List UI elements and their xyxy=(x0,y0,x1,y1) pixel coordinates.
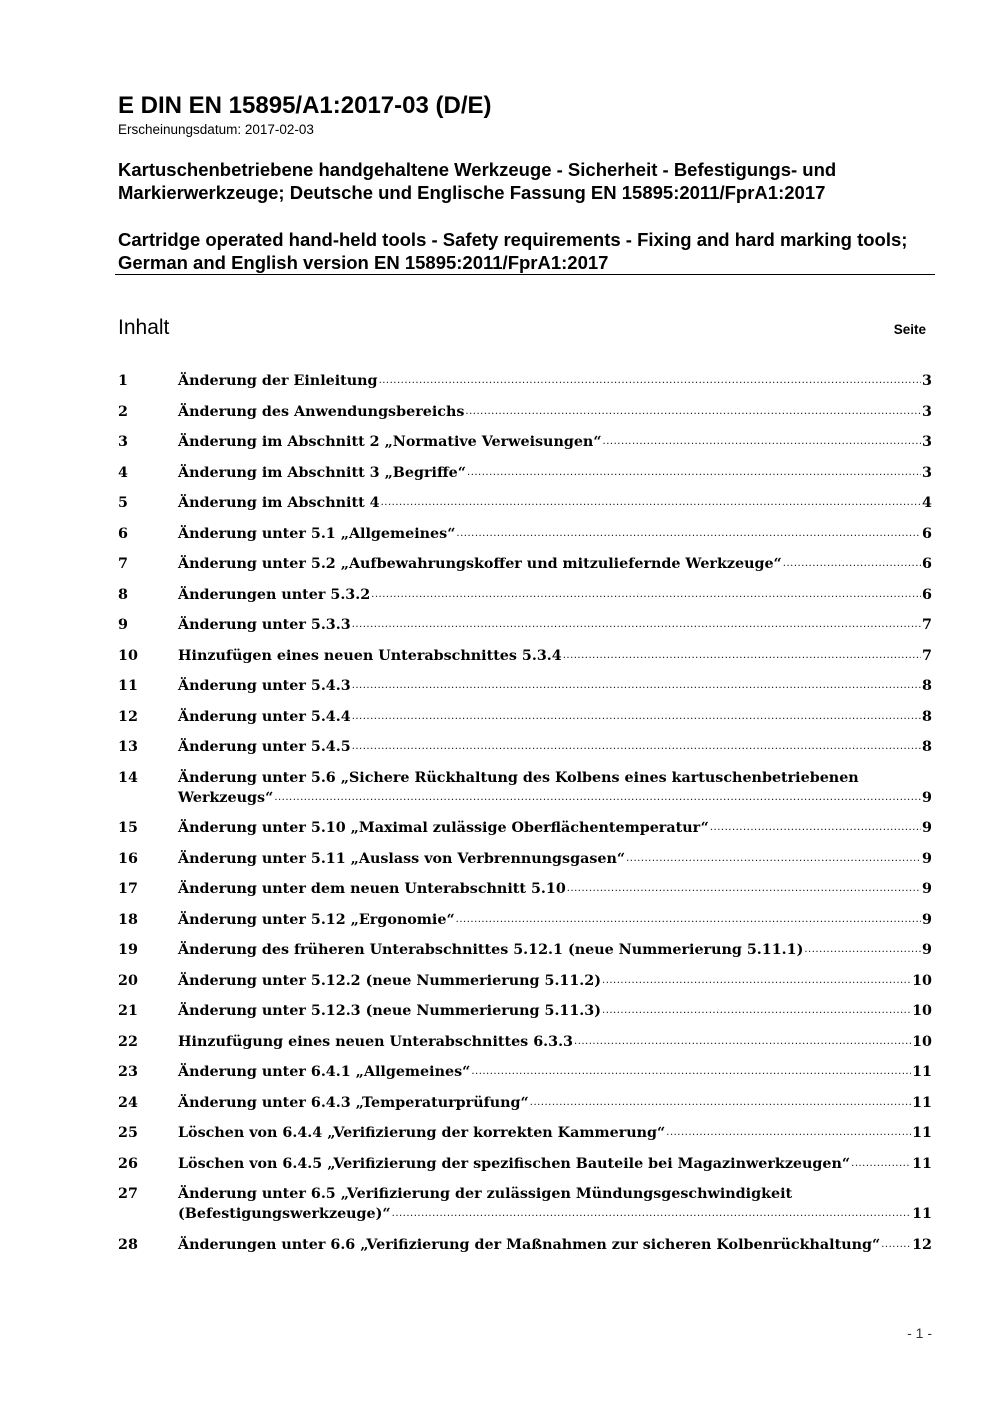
toc-entry-title: Änderung des früheren Unterabschnittes 5.12.1 (neue Nummerierung 5.11.1) xyxy=(178,942,804,958)
toc-heading: Inhalt xyxy=(118,316,170,339)
toc-entry-number: 26 xyxy=(118,1155,138,1172)
toc-entry-title-line: Änderung unter 5.6 „Sichere Rückhaltung des Kolbens eines kartuschenbetriebenen xyxy=(178,769,859,786)
dot-leader xyxy=(530,1093,911,1113)
toc-entry-number: 2 xyxy=(118,403,128,420)
toc-entry-number: 10 xyxy=(118,647,138,664)
toc-entry-title: Hinzufügen eines neuen Unterabschnittes 5.3.4 xyxy=(178,647,562,664)
toc-entry-title: Änderung unter 5.1 „Allgemeines“ xyxy=(178,525,456,542)
dot-leader xyxy=(602,1001,911,1021)
toc-entry-number: 20 xyxy=(118,972,138,989)
dot-leader xyxy=(567,879,921,899)
dot-leader xyxy=(371,585,921,605)
toc-entry-title: Änderung unter 5.4.3 xyxy=(178,678,351,694)
publication-date: Erscheinungsdatum: 2017-02-03 xyxy=(118,122,314,137)
toc-entry-number: 18 xyxy=(118,911,138,928)
header-divider xyxy=(115,274,935,275)
toc-entry-page: 11 xyxy=(912,1206,932,1222)
toc-entry-page: 8 xyxy=(922,739,932,755)
dot-leader xyxy=(851,1154,911,1174)
toc-entry-number: 12 xyxy=(118,708,138,725)
toc-entry-number: 11 xyxy=(118,678,138,694)
toc-entry-title: Hinzufügung eines neuen Unterabschnittes 6.3.3 xyxy=(178,1033,574,1050)
toc-entry-title: Werkzeugs“ xyxy=(178,789,274,806)
toc-entry-title: Änderung unter 5.3.3 xyxy=(178,617,351,633)
toc-entry-title: Änderung unter 5.12.3 (neue Nummerierung 5.11.3) xyxy=(178,1003,602,1019)
toc-entry-number: 3 xyxy=(118,434,128,450)
toc-entry-number: 4 xyxy=(118,464,128,481)
dot-leader xyxy=(381,493,921,513)
dot-leader xyxy=(574,1032,911,1052)
toc-entry-title: Änderung im Abschnitt 3 „Begriffe“ xyxy=(178,464,467,481)
dot-leader xyxy=(456,910,921,930)
toc-entry-number: 21 xyxy=(118,1003,138,1019)
toc-entry-page: 11 xyxy=(912,1064,932,1080)
toc-entry-page: 3 xyxy=(922,434,932,450)
toc-entry-page: 6 xyxy=(922,556,932,572)
toc-entry-page: 7 xyxy=(922,647,932,664)
toc-entry-page: 9 xyxy=(922,942,932,958)
toc-entry-title: Änderung unter 5.4.5 xyxy=(178,739,351,755)
toc-entry-page: 10 xyxy=(912,1003,932,1019)
toc-entry-page: 7 xyxy=(922,617,932,633)
toc-entry-number: 9 xyxy=(118,617,128,633)
dot-leader xyxy=(626,849,921,869)
toc-entry-title: Änderung unter 5.12.2 (neue Nummerierung 5.11.2) xyxy=(178,972,602,989)
toc-entry-page: 3 xyxy=(922,464,932,481)
toc-entry-title: Löschen von 6.4.5 „Verifizierung der spezifischen Bauteile bei Magazinwerkzeugen“ xyxy=(178,1155,851,1172)
toc-entry-number: 25 xyxy=(118,1125,138,1141)
toc-entry-number: 6 xyxy=(118,525,128,542)
toc-entry-number: 17 xyxy=(118,881,138,897)
dot-leader xyxy=(471,1062,911,1082)
dot-leader xyxy=(804,940,921,960)
toc-entry-number: 8 xyxy=(118,586,128,603)
toc-entry-page: 9 xyxy=(922,789,932,806)
toc-entry-number: 1 xyxy=(118,373,128,389)
page-number: - 1 - xyxy=(907,1325,932,1341)
toc-entry-page: 4 xyxy=(922,495,932,511)
toc-entry-number: 19 xyxy=(118,942,138,958)
dot-leader xyxy=(602,971,911,991)
toc-entry-number: 16 xyxy=(118,850,138,867)
dot-leader xyxy=(379,371,921,391)
toc-entry-page: 11 xyxy=(912,1155,932,1172)
toc-entry-title: Änderung unter 5.2 „Aufbewahrungskoffer und mitzuliefernde Werkzeuge“ xyxy=(178,556,782,572)
toc-entry-number: 14 xyxy=(118,769,138,786)
toc-entry-title: (Befestigungswerkzeuge)“ xyxy=(178,1206,391,1222)
dot-leader xyxy=(783,554,921,574)
toc-entry-title: Änderungen unter 5.3.2 xyxy=(178,586,371,603)
toc-entry-number: 22 xyxy=(118,1033,138,1050)
dot-leader xyxy=(352,615,921,635)
toc-entry-page: 3 xyxy=(922,403,932,420)
toc-entry-page: 8 xyxy=(922,678,932,694)
toc-entry-title: Änderung unter 5.11 „Auslass von Verbrennungsgasen“ xyxy=(178,850,626,867)
toc-entry-number: 15 xyxy=(118,820,138,836)
dot-leader xyxy=(392,1204,911,1224)
dot-leader xyxy=(352,707,921,727)
toc-entry-title: Änderung unter dem neuen Unterabschnitt 5.10 xyxy=(178,881,566,897)
dot-leader xyxy=(465,402,921,422)
toc-entry-page: 10 xyxy=(912,1033,932,1050)
toc-entry-page: 10 xyxy=(912,972,932,989)
toc-entry-number: 23 xyxy=(118,1064,138,1080)
toc-entry-page: 6 xyxy=(922,525,932,542)
toc-entry-number: 7 xyxy=(118,556,128,572)
toc-entry-page: 6 xyxy=(922,586,932,603)
document-id: E DIN EN 15895/A1:2017-03 (D/E) xyxy=(118,92,492,119)
dot-leader xyxy=(274,788,921,808)
toc-entry-title: Löschen von 6.4.4 „Verifizierung der korrekten Kammerung“ xyxy=(178,1125,666,1141)
toc-entry-page: 3 xyxy=(922,373,932,389)
toc-entry-title: Änderung im Abschnitt 2 „Normative Verweisungen“ xyxy=(178,434,602,450)
toc-entry-page: 11 xyxy=(912,1125,932,1141)
dot-leader xyxy=(352,737,921,757)
toc-entry-title: Änderung unter 6.4.3 „Temperaturprüfung“ xyxy=(178,1094,529,1111)
toc-entry-page: 9 xyxy=(922,911,932,928)
dot-leader xyxy=(352,676,921,696)
toc-page-column-label: Seite xyxy=(893,322,926,337)
toc-entry-number: 13 xyxy=(118,739,138,755)
toc-entry-page: 9 xyxy=(922,820,932,836)
toc-entry-title: Änderung der Einleitung xyxy=(178,373,378,389)
dot-leader xyxy=(881,1235,911,1255)
title-english: Cartridge operated hand-held tools - Safety requirements - Fixing and hard marking tools; German and English version EN 15895:2011/FprA1:2017 xyxy=(118,229,908,273)
toc-entry-page: 9 xyxy=(922,850,932,867)
title-german: Kartuschenbetriebene handgehaltene Werkzeuge - Sicherheit - Befestigungs- und Markierwerkzeuge; Deutsche und Englische Fassung EN 15895:2011/FprA1:2017 xyxy=(118,159,837,203)
dot-leader xyxy=(603,432,922,452)
toc-entry-title: Änderung unter 6.4.1 „Allgemeines“ xyxy=(178,1064,471,1080)
toc-entry-title: Änderung unter 5.10 „Maximal zulässige Oberflächentemperatur“ xyxy=(178,820,709,836)
dot-leader xyxy=(666,1123,911,1143)
toc-entry-number: 24 xyxy=(118,1094,138,1111)
toc-entry-title: Änderung des Anwendungsbereichs xyxy=(178,403,465,420)
toc-entry-title: Änderung im Abschnitt 4 xyxy=(178,495,380,511)
toc-entry-title: Änderungen unter 6.6 „Verifizierung der Maßnahmen zur sicheren Kolbenrückhaltung“ xyxy=(178,1236,881,1253)
toc-entry-page: 8 xyxy=(922,708,932,725)
dot-leader xyxy=(563,646,921,666)
toc-entry-page: 9 xyxy=(922,881,932,897)
dot-leader xyxy=(456,524,921,544)
toc-entry-page: 12 xyxy=(912,1236,932,1253)
toc-entry-number: 28 xyxy=(118,1236,138,1253)
dot-leader xyxy=(467,463,921,483)
toc-entry-page: 11 xyxy=(912,1094,932,1111)
toc-entry-number: 5 xyxy=(118,495,128,511)
toc-entry-title: Änderung unter 5.4.4 xyxy=(178,708,351,725)
dot-leader xyxy=(710,818,921,838)
toc-entry-number: 27 xyxy=(118,1186,138,1202)
toc-entry-title-line: Änderung unter 6.5 „Verifizierung der zulässigen Mündungsgeschwindigkeit xyxy=(178,1186,793,1202)
toc-entry-title: Änderung unter 5.12 „Ergonomie“ xyxy=(178,911,455,928)
